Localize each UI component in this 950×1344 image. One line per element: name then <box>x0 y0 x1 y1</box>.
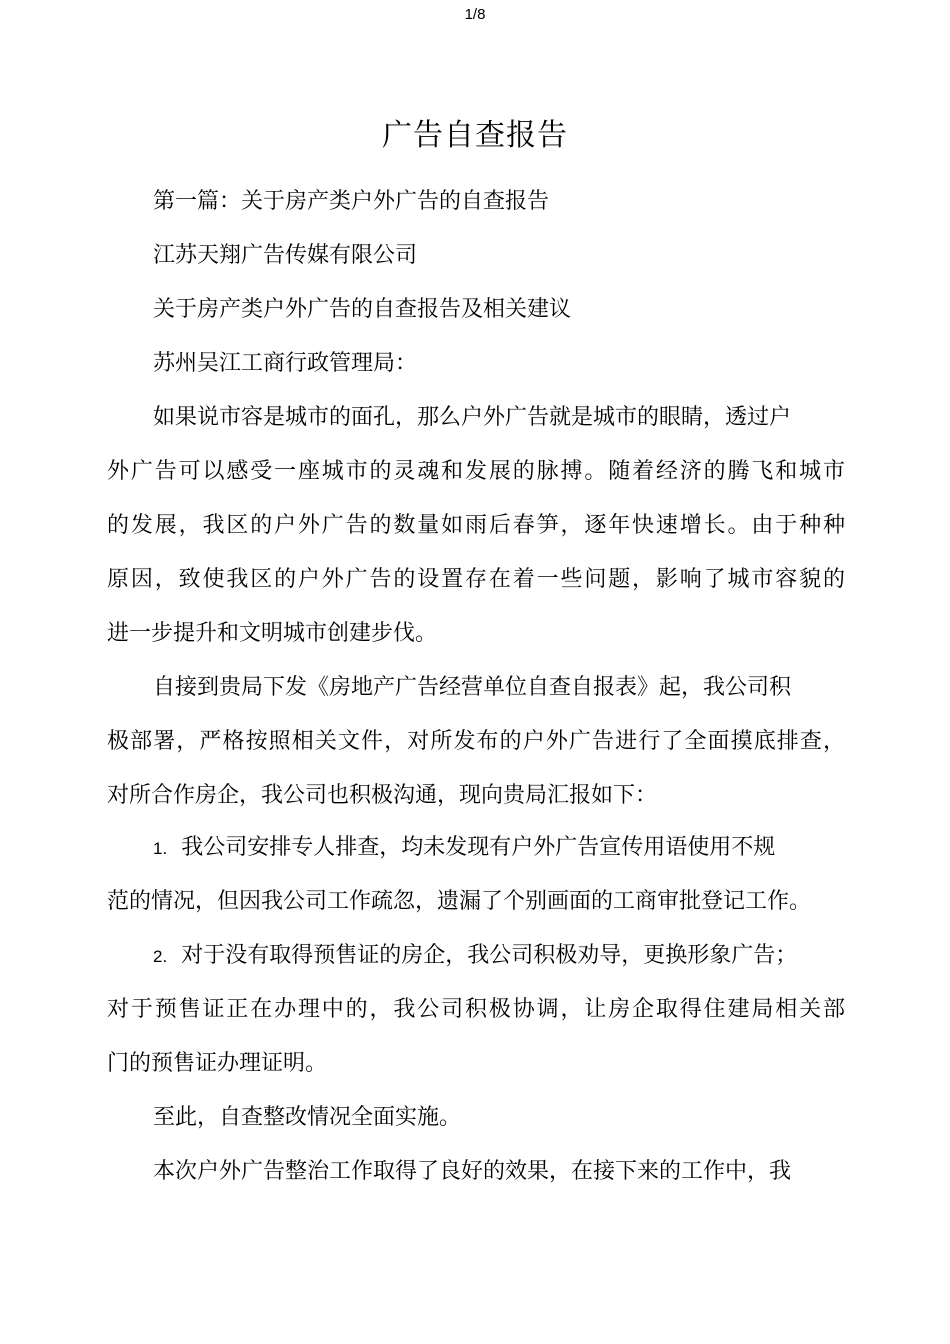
addressee: 苏州吴江工商行政管理局： <box>153 351 418 376</box>
list-item <box>153 942 797 971</box>
list-item-text: 我公司安排专人排查，均未发现有户外广告宣传用语使用不规 <box>181 835 776 860</box>
paragraph-line: 极部署，严格按照相关文件，对所发布的户外广告进行了全面摸底排查， <box>107 729 845 754</box>
list-item <box>153 834 775 863</box>
report-subtitle: 关于房产类户外广告的自查报告及相关建议 <box>153 297 572 322</box>
company-name: 江苏天翔广告传媒有限公司 <box>153 243 418 268</box>
page-number: 1/8 <box>464 6 486 23</box>
paragraph-line: 对于预售证正在办理中的，我公司积极协调，让房企取得住建局相关部 <box>107 997 845 1022</box>
paragraph-line: 范的情况，但因我公司工作疏忽，遗漏了个别画面的工商审批登记工作。 <box>107 889 812 914</box>
list-item-text: 对于没有取得预售证的房企，我公司积极劝导，更换形象广告； <box>181 943 798 968</box>
paragraph-line: 门的预售证办理证明。 <box>107 1051 328 1076</box>
list-number: 2. <box>153 947 168 966</box>
paragraph-line: 本次户外广告整治工作取得了良好的效果，在接下来的工作中，我 <box>153 1159 792 1184</box>
paragraph-line: 对所合作房企，我公司也积极沟通，现向贵局汇报如下： <box>107 783 658 808</box>
document-title: 广告自查报告 <box>382 118 568 153</box>
paragraph-line: 如果说市容是城市的面孔，那么户外广告就是城市的眼睛，透过户 <box>153 405 792 430</box>
list-number: 1. <box>153 839 168 858</box>
section-heading: 第一篇：关于房产类户外广告的自查报告 <box>153 189 550 214</box>
paragraph-line: 原因，致使我区的户外广告的设置存在着一些问题，影响了城市容貌的 <box>107 567 845 592</box>
paragraph-line: 自接到贵局下发《房地产广告经营单位自查自报表》起，我公司积 <box>153 675 792 700</box>
paragraph-line: 进一步提升和文明城市创建步伐。 <box>107 621 438 646</box>
paragraph-line: 至此，自查整改情况全面实施。 <box>153 1105 462 1130</box>
paragraph-line: 外广告可以感受一座城市的灵魂和发展的脉搏。随着经济的腾飞和城市 <box>107 459 845 484</box>
paragraph-line: 的发展，我区的户外广告的数量如雨后春笋，逐年快速增长。由于种种 <box>107 513 845 538</box>
